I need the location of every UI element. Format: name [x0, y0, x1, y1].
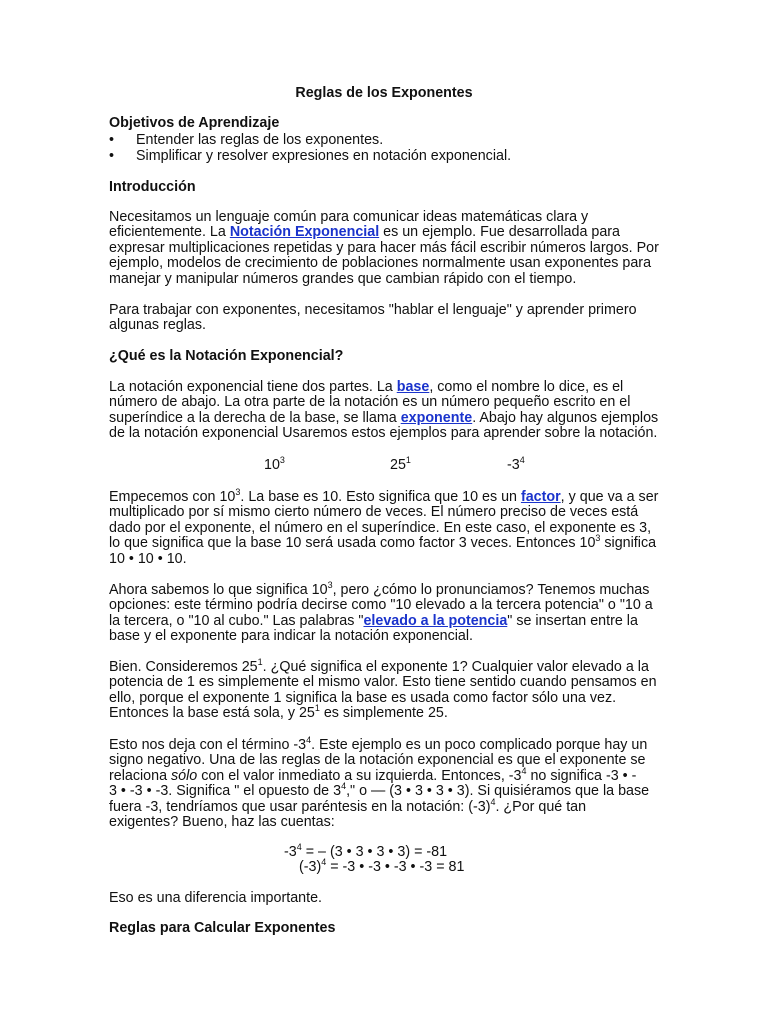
link-base[interactable]: base — [396, 379, 430, 395]
link-elevado-a-la-potencia[interactable]: elevado a la potencia — [363, 612, 508, 629]
paragraph-negative: Esto nos deja con el término $-3^4$. Este ejemplo es un poco complicado porque hay un signo negativo. Una de las reglas de la notación exponencial es que el exponente se relaciona sólo con el valor inmediato a su izquierda. Entonces, $-3^4$ no significa -3 • - 3 • -3 • -3. Significa " el opuesto de $3^4$," o — (3 • 3 • 3 • 3). Si quisiéramos que la base fuera -3, tendríamos que usar paréntesis en la notación: $(-3)^4$. ¿Por qué tan exigentes? Bueno, haz las cuentas: — [109, 735, 650, 831]
paragraph-working: Para trabajar con exponentes, necesitamos "hablar el lenguaje" y aprender primero algunas reglas. — [109, 302, 637, 334]
bullet-icon: • — [109, 148, 115, 164]
link-exponente[interactable]: exponente — [400, 409, 473, 426]
objectives-list — [109, 133, 511, 165]
example-10-cubed: $10^3$ — [264, 455, 285, 473]
paragraph-intro: Necesitamos un lenguaje común para comunicar ideas matemáticas clara y eficientemente. La Notación Exponencial es un ejemplo. Fue desarrollada para expresar multiplicaciones repetidas y para hacer más fácil escribir números largos. Por ejemplo, modelos de crecimiento de poblaciones normalmente usan exponentes para manejar y manipular números grandes que cambian rápido con el tiempo. — [109, 209, 659, 287]
link-factor[interactable]: factor — [520, 489, 561, 505]
paragraph-power-one: Bien. Consideremos $25^1$. ¿Qué significa el exponente 1? Cualquier valor elevado a la potencia de 1 es simplemente el mismo valor. Esto tiene sentido cuando pensamos en ello, porque el exponente 1 significa la base es usada como factor sólo una vez. Entonces la base está sola, y $25^1$ es simplemente 25. — [109, 657, 657, 722]
list-item: • Entender las reglas de los exponentes. — [109, 132, 384, 148]
example-25-first: $25^1$ — [390, 455, 411, 473]
objectives-heading: Objetivos de Aprendizaje — [109, 115, 280, 131]
example-neg3-fourth: $-3^4$ — [507, 455, 525, 473]
paragraph-definition: La notación exponencial tiene dos partes. La base, como el nombre lo dice, es el número de abajo. La otra parte de la notación es un número pequeño escrito en el superíndice a la derecha de la base, se llama exponente. Abajo hay algunos ejemplos de la notación exponencial Usaremos estos ejemplos para aprender sobre la notación. — [109, 379, 659, 442]
equation-paren-neg3-power: $(-3)^4 = -3$ • -3 • -3 • -3 = 81 — [299, 857, 465, 875]
link-notacion-exponencial[interactable]: Notación Exponencial — [229, 224, 380, 241]
what-heading: ¿Qué es la Notación Exponencial? — [109, 348, 344, 364]
bullet-icon: • — [109, 132, 115, 148]
page-title: Reglas de los Exponentes — [295, 85, 473, 101]
paragraph-pronounce: Ahora sabemos lo que significa $10^3$, pero ¿cómo lo pronunciamos? Tenemos muchas opciones: este término podría decirse como "10 elevado a la tercera potencia" o "10 a la tercera, o "10 al cubo." Las palabras "elevado a la potencia" se insertan entre la base y el exponente para indicar la notación exponencial. — [109, 580, 653, 645]
list-item: • Simplificar y resolver expresiones en notación exponencial. — [109, 148, 512, 164]
equation-neg3-power: $-3^4$ = – (3 • 3 • 3 • 3) = -81 — [284, 842, 448, 860]
rules-heading: Reglas para Calcular Exponentes — [109, 920, 336, 936]
paragraph-difference: Eso es una diferencia importante. — [109, 890, 322, 906]
paragraph-factor: Empecemos con $10^3$. La base es 10. Esto significa que 10 es un factor, y que va a ser multiplicado por sí mismo cierto número de veces. El número preciso de veces está dado por el exponente, el número en el superíndice. En este caso, el exponente es 3, lo que significa que la base 10 será usada como factor 3 veces. Entonces $10^3$ significa 10 • 10 • 10. — [109, 487, 659, 567]
intro-heading: Introducción — [109, 179, 196, 195]
